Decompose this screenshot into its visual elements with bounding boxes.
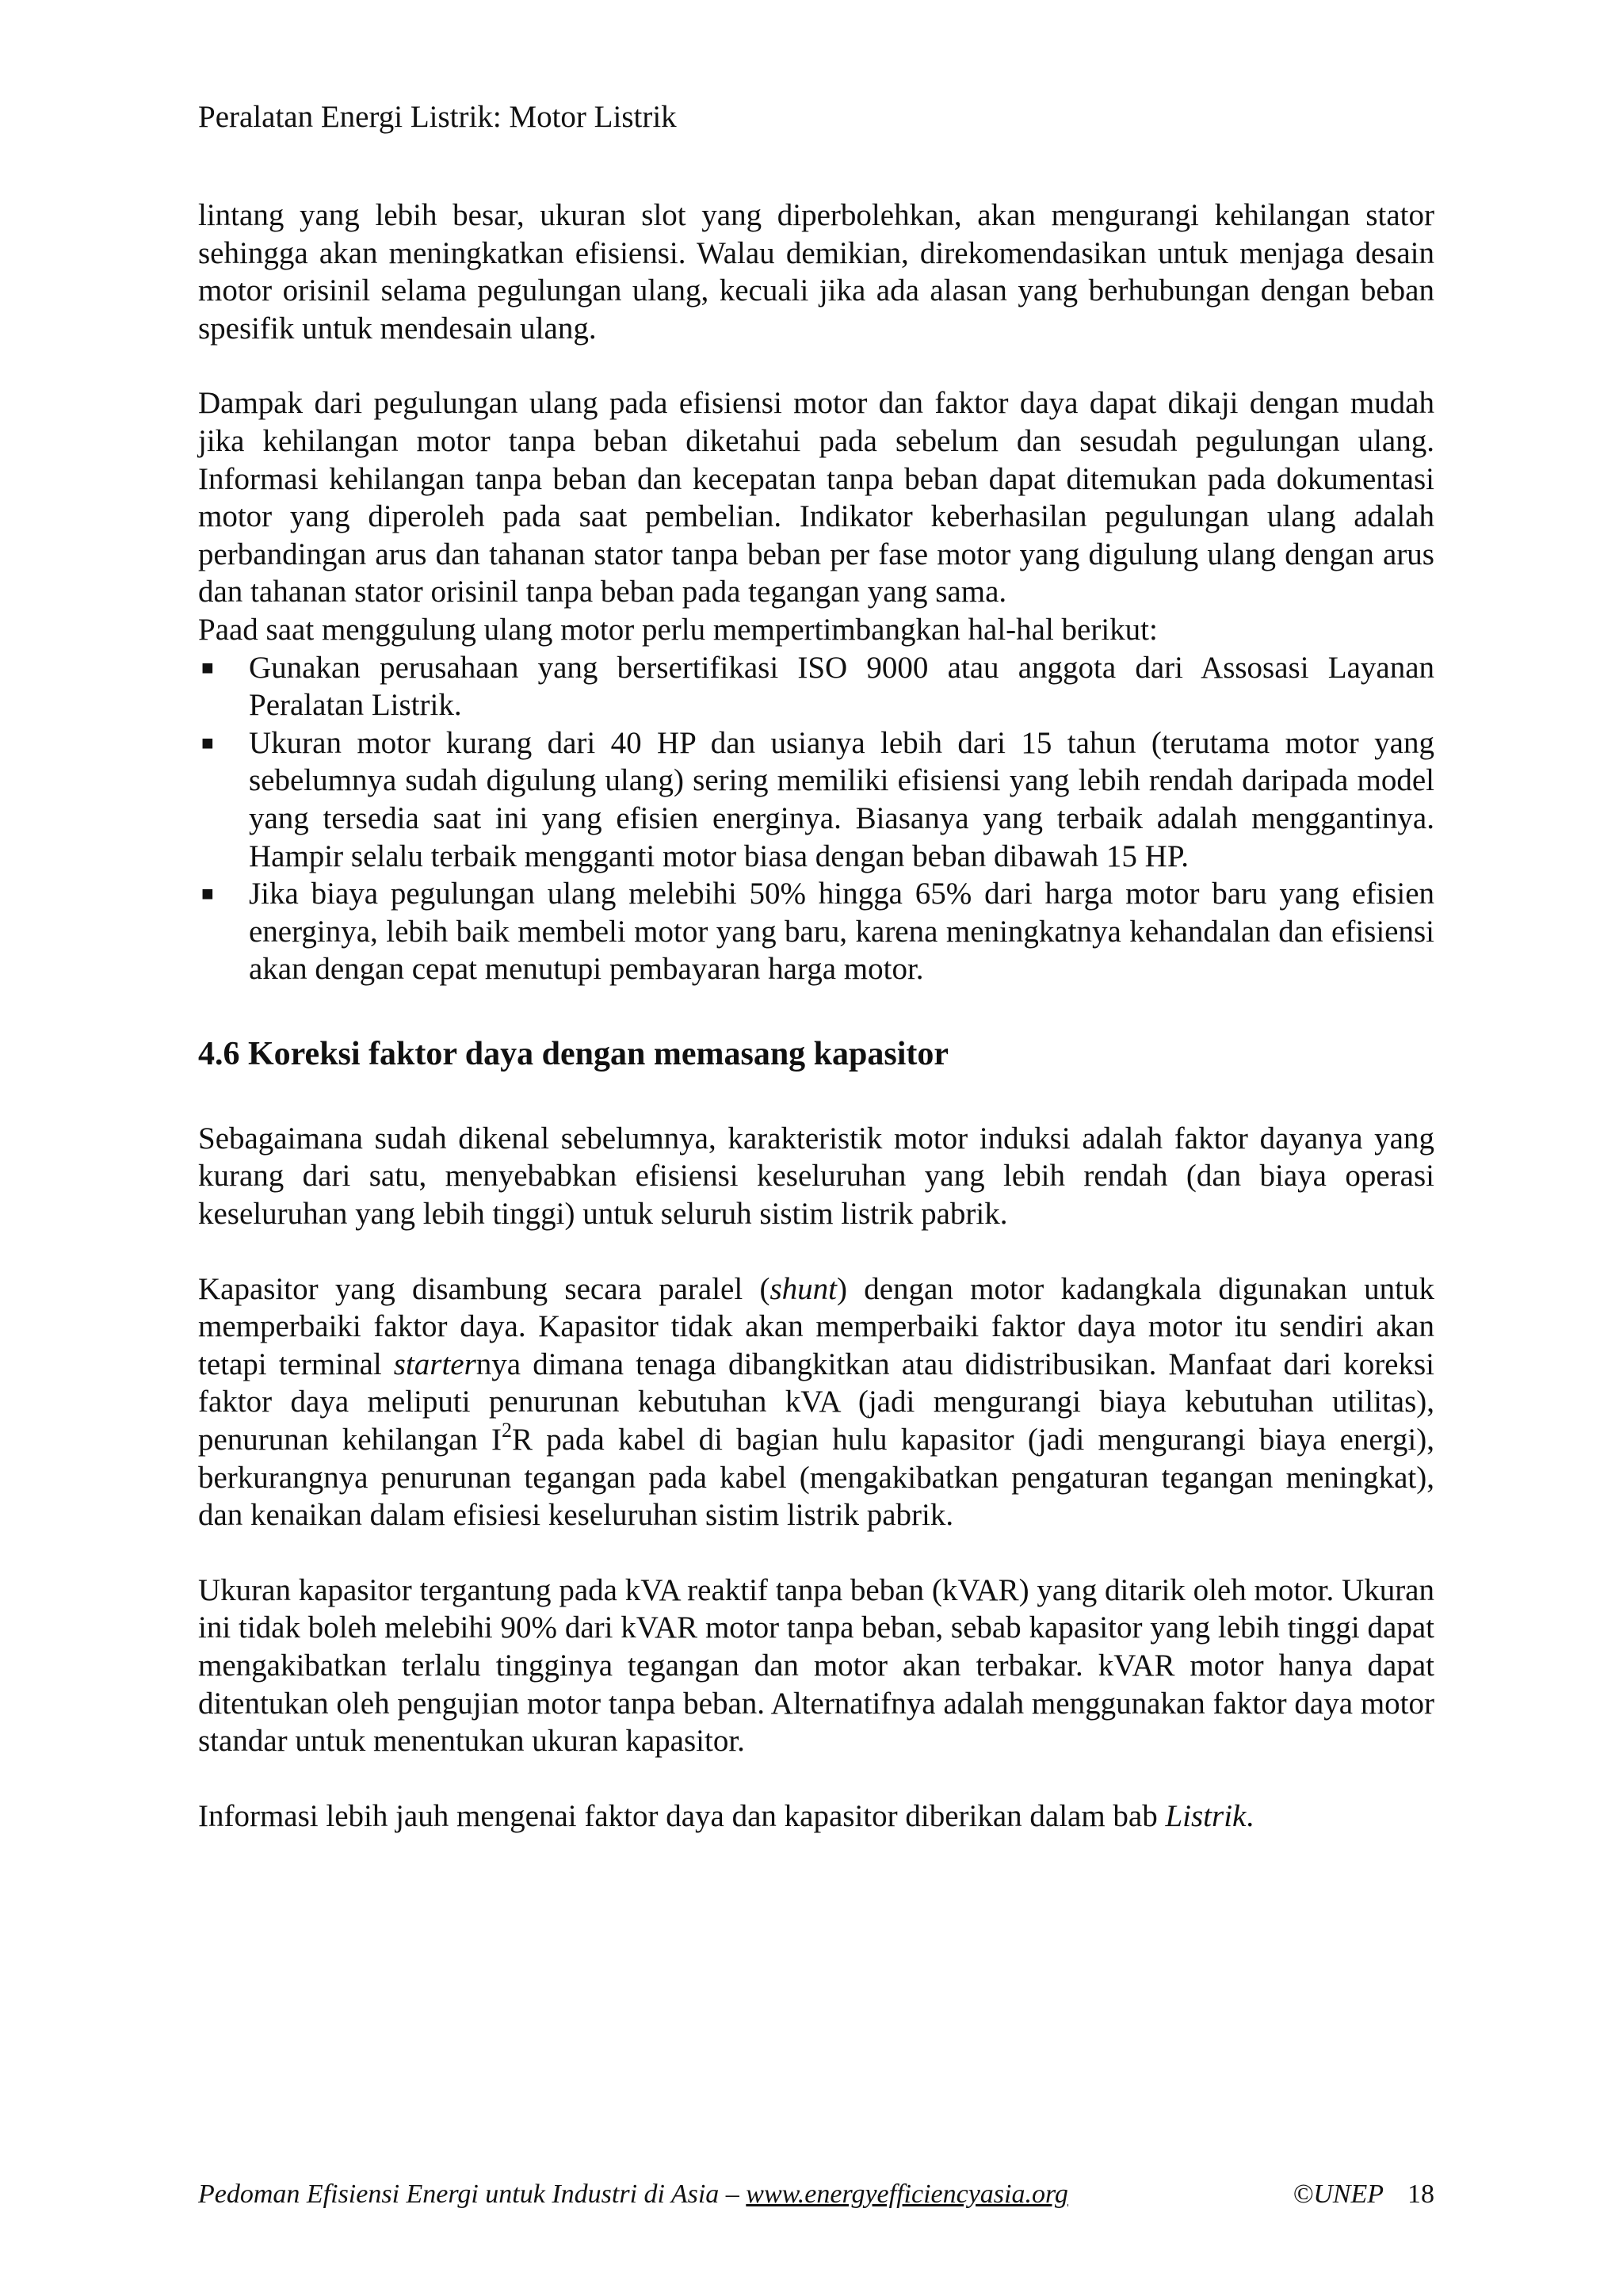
paragraph-1: lintang yang lebih besar, ukuran slot yang diperbolehkan, akan mengurangi kehilangan stator sehingga akan meningkatkan efisiensi. Walau demikian, direkomendasikan untuk menjaga desain motor orisinil selama pegulungan ulang, kecuali jika ada alasan yang berhubungan dengan beban spesifik untuk mendesain ulang.	[198, 198, 1434, 346]
rewinding-considerations-list	[198, 649, 1434, 988]
list-item-text: Jika biaya pegulungan ulang melebihi 50% hingga 65% dari harga motor baru yang efisien energinya, lebih baik membeli motor yang baru, karena meningkatnya kehandalan dan efisiensi akan dengan cepat menutupi pembayaran harga motor.	[249, 877, 1434, 987]
starter-term: starter	[393, 1347, 476, 1381]
paragraph-4: Kapasitor yang disambung secara paralel (shunt) dengan motor kadangkala digunakan untuk memperbaiki faktor daya. Kapasitor tidak akan memperbaiki faktor daya motor itu sendiri akan tetapi terminal starternya dimana tenaga dibangkitkan atau didistribusikan. Manfaat dari koreksi faktor daya meliputi penurunan kebutuhan kVA (jadi mengurangi biaya kebutuhan utilitas), penurunan kehilangan $I^2R$ pada kabel di bagian hulu kapasitor (jadi mengurangi biaya energi), berkurangnya penurunan tegangan pada kabel (mengakibatkan pengaturan tegangan meningkat), dan kenaikan dalam efisiesi keseluruhan sistim listrik pabrik.	[198, 1271, 1434, 1533]
square-bullet-icon: ■	[201, 882, 214, 906]
list-item	[198, 649, 1434, 724]
footer-source: Pedoman Efisiensi Energi untuk Industri di Asia – www.energyefficiencyasia.org	[198, 2179, 1068, 2209]
copyright: ©UNEP	[1293, 2179, 1384, 2209]
page-content	[198, 197, 1434, 1835]
square-bullet-icon: ■	[201, 731, 214, 755]
page-number: 18	[1407, 2179, 1434, 2209]
square-bullet-icon: ■	[201, 655, 214, 679]
website-link[interactable]: www.energyefficiencyasia.org	[746, 2179, 1068, 2209]
paragraph-5: Ukuran kapasitor tergantung pada kVA reaktif tanpa beban (kVAR) yang ditarik oleh motor. Ukuran ini tidak boleh melebihi 90% dari kVAR motor tanpa beban, sebab kapasitor yang lebih tinggi dapat mengakibatkan terlalu tingginya tegangan dan motor akan terbakar. kVAR motor hanya dapat ditentukan oleh pengujian motor tanpa beban. Alternatifnya adalah menggunakan faktor daya motor standar untuk menentukan ukuran kapasitor.	[198, 1572, 1434, 1759]
paragraph-3: Sebagaimana sudah dikenal sebelumnya, karakteristik motor induksi adalah faktor dayanya yang kurang dari satu, menyebabkan efisiensi keseluruhan yang lebih rendah (dan biaya operasi keseluruhan yang lebih tinggi) untuk seluruh sistim listrik pabrik.	[198, 1121, 1434, 1232]
list-item	[198, 724, 1434, 875]
paragraph-6: Informasi lebih jauh mengenai faktor daya dan kapasitor diberikan dalam bab Listrik.	[198, 1798, 1254, 1833]
paragraph-2: Dampak dari pegulungan ulang pada efisiensi motor dan faktor daya dapat dikaji dengan mudah jika kehilangan motor tanpa beban diketahui pada sebelum dan sesudah pegulungan ulang. Informasi kehilangan tanpa beban dan kecepatan tanpa beban dapat ditemukan pada dokumentasi motor yang diperoleh pada saat pembelian. Indikator keberhasilan pegulungan ulang adalah perbandingan arus dan tahanan stator tanpa beban per fase motor yang digulung ulang dengan arus dan tahanan stator orisinil tanpa beban pada tegangan yang sama.	[198, 386, 1434, 609]
superscript-2: 2	[502, 1419, 513, 1442]
list-item-text: Ukuran motor kurang dari 40 HP dan usianya lebih dari 15 tahun (terutama motor yang sebelumnya sudah digulung ulang) sering memiliki efisiensi yang lebih rendah daripada model yang tersedia saat ini yang efisien energinya. Biasanya yang terbaik adalah menggantinya. Hampir selalu terbaik mengganti motor biasa dengan beban dibawah 15 HP.	[249, 725, 1434, 873]
listrik-chapter-reference: Listrik	[1165, 1798, 1247, 1833]
section-heading: 4.6 Koreksi faktor daya dengan memasang kapasitor	[198, 1035, 949, 1072]
list-item	[198, 875, 1434, 988]
list-intro: Paad saat menggulung ulang motor perlu mempertimbangkan hal-hal berikut:	[198, 612, 1158, 647]
shunt-term: shunt	[769, 1271, 837, 1306]
running-header: Peralatan Energi Listrik: Motor Listrik	[198, 100, 677, 134]
list-item-text: Gunakan perusahaan yang bersertifikasi ISO 9000 atau anggota dari Assosasi Layanan Peralatan Listrik.	[249, 650, 1434, 723]
footer-right	[1293, 2178, 1434, 2211]
